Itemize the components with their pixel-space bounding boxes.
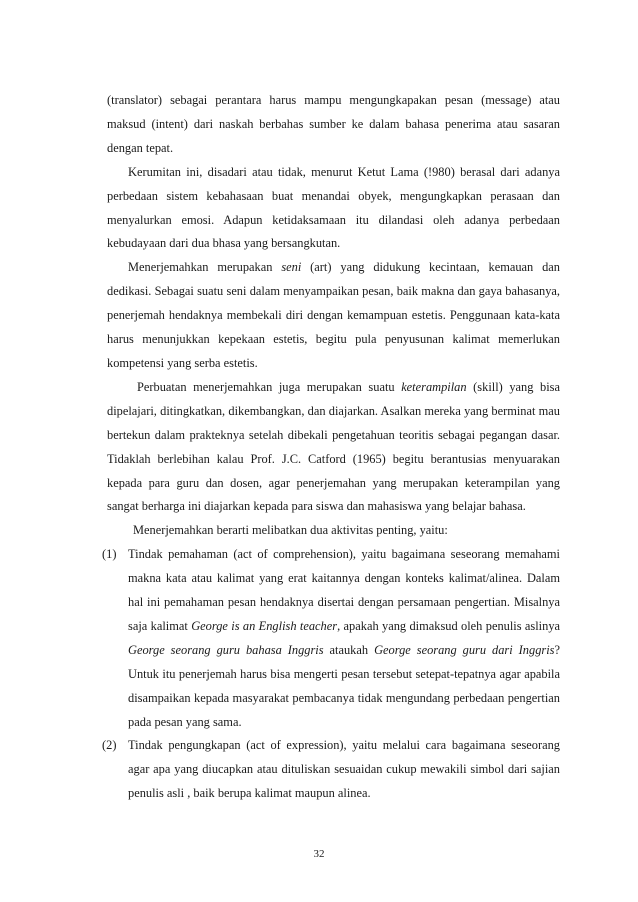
text-run: ataukah (323, 642, 375, 657)
italic-text: seni (281, 260, 302, 275)
list-number: (1) (102, 547, 117, 562)
paragraph (107, 89, 560, 161)
text-run: , apakah yang dimaksud oleh penulis aslinya (337, 618, 561, 633)
paragraph (107, 376, 560, 519)
text-run: (translator) sebagai perantara harus mampu mengungkapakan pesan (message) atau maksud (intent) dari naskah berbahas sumber ke dalam bahasa penerima atau sasaran dengan tepat. (107, 93, 560, 155)
italic-text: George seorang guru dari Inggris (374, 642, 555, 657)
text-run: Kerumitan ini, disadari atau tidak, menurut Ketut Lama (!980) berasal dari adanya perbedaan sistem kebahasaan buat menandai obyek, mengungkapkan perasaan dan menyalurkan emosi. Adapun ketidaksamaan itu dilandasi oleh adanya perbedaan kebudayaan dari dua bhasa yang bersangkutan. (107, 164, 560, 251)
text-run: Perbuatan menerjemahkan juga merupakan suatu (137, 379, 402, 394)
text-run: Menerjemahkan merupakan (128, 260, 282, 275)
body-text (102, 89, 561, 806)
italic-text: George is an English teacher (191, 618, 338, 633)
paragraph (107, 519, 560, 543)
text-run: (art) yang didukung kecintaan, kemauan dan dedikasi. Sebagai suatu seni dalam menyampaikan pesan, baik makna dan gaya bahasanya, penerjemah hendaknya membekali diri dengan kemampuan estetis. Penggunaan kata-kata harus menunjukkan kepekaan estetis, begitu pula penyusunan kalimat memerlukan kompetensi yang serba estetis. (107, 260, 561, 370)
list-item (102, 543, 561, 734)
italic-text: keterampilan (401, 379, 467, 394)
page-number: 32 (313, 848, 325, 860)
italic-text: George seorang guru bahasa Inggris (128, 642, 324, 657)
list-number: (2) (102, 738, 117, 753)
paragraph (107, 256, 560, 376)
text-run: Tindak pemahaman (act of comprehension), yaitu bagaimana seseorang memahami makna kata atau kalimat yang erat kaitannya dengan konteks kalimat/alinea. Dalam hal ini pemahaman pesan hendaknya disertai dengan persamaan pengertian. Misalnya saja kalimat (128, 547, 560, 633)
text-run: Tindak pengungkapan (act of expression), yaitu melalui cara bagaimana seseorang agar apa yang diucapkan atau dituliskan sesuaidan cukup mewakili simbol dari sajian penulis asli , baik berupa kalimat maupun alinea. (128, 738, 560, 801)
text-run: ? Untuk itu penerjemah harus bisa mengerti pesan tersebut setepat-tepatnya agar apabila disampaikan kepada masyarakat pembacanya tidak mengundang perbedaan pengertian pada pesan yang sama. (128, 642, 560, 729)
list-item (102, 734, 560, 806)
text-run: (skill) yang bisa dipelajari, ditingkatkan, dikembangkan, dan diajarkan. Asalkan mereka yang berminat mau bertekun dalam prakteknya setelah dibekali pengetahuan teoritis sebagai pegangan dasar. Tidaklah berlebihan kalau Prof. J.C. Catford (1965) begitu berantusias menyuarakan kepada para guru dan dosen, agar penerjemahan yang merupakan keterampilan yang sangat berharga ini diajarkan kepada para siswa dan mahasiswa yang belajar bahasa. (107, 379, 561, 514)
text-run: Menerjemahkan berarti melibatkan dua aktivitas penting, yaitu: (133, 523, 448, 538)
paragraph (107, 161, 560, 257)
